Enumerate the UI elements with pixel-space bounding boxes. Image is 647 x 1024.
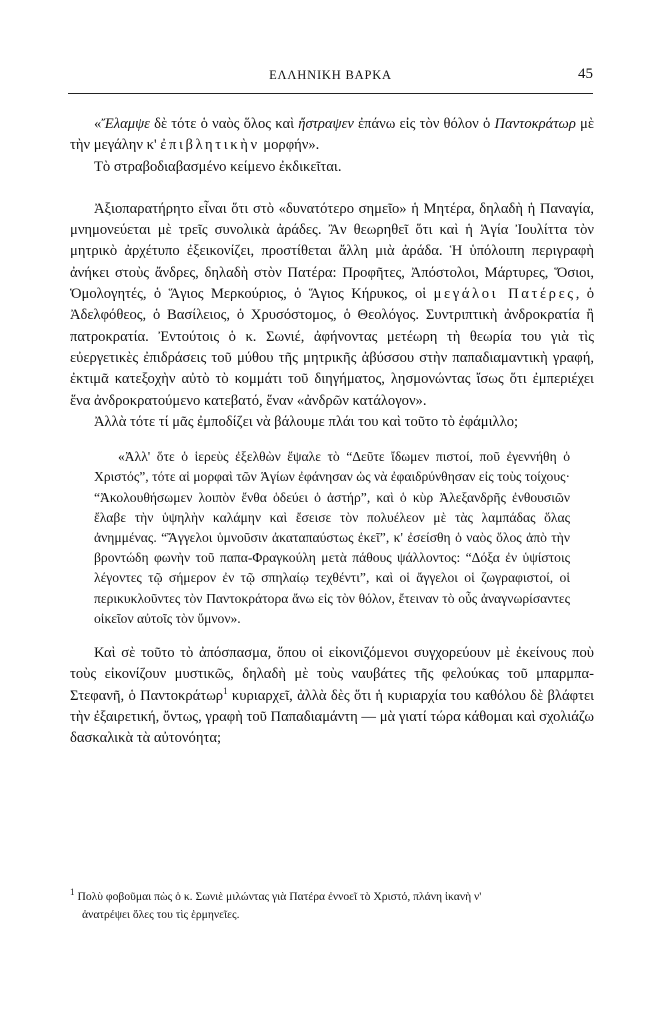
text-run: δὲ τότε ὁ ναὸς ὅλος καὶ <box>149 116 299 132</box>
text-run: κυριαρχεῖ, ἀλλὰ δὲς ὅτι ἡ κυριαρχία του καθόλου δὲ βλάφτει τὴν ἐξαιρετική, ὄντως, γραφὴ τοῦ Παπαδιαμάντη — μὰ γιατί τώρα κάθομαι καὶ σχολιάζω δασκαλικὰ τὰ αὐτονόητα; <box>70 687 594 747</box>
text-run: μορφήν». <box>259 137 320 154</box>
italic-run: ἤστραψεν <box>298 116 354 132</box>
spaced-run: ἐπιβλητικὴν <box>160 137 260 154</box>
text-run: , ὁ Ἀδελφόθεος, ὁ Βασίλειος, ὁ Χρυσόστομος, ὁ Θεολόγος. Συντριπτικὴ ἀνδροκρατία ἢ πατροκρατία. Ἐντούτοις ὁ κ. Σωνιέ, ἀφήνοντας μετέωρη τὴ θεωρία του γιὰ τὶς εὐεργετικὲς ἐπιδράσεις τοῦ μύθου τῆς μητρικῆς ἀβύσσου στὴν παπαδιαμαντικὴ γραφή, ἐκτιμᾶ κατεξοχὴν αὐτὸ τὸ κομμάτι τοῦ διηγήματος, λησμονώντας ἴσως ὅτι ἐμπεριέχει ἕνα ἀνδροκρατούμενο κατεβατό, ἕναν «ἀνδρῶν κατάλογον». <box>70 286 594 409</box>
footnote <box>70 888 594 923</box>
paragraph-4: Ἀλλὰ τότε τί μᾶς ἐμποδίζει νὰ βάλουμε πλάι του καὶ τοῦτο τὸ ἐφάμιλλο; <box>94 413 519 430</box>
paragraph-5 <box>70 643 594 749</box>
paragraph-2: Τὸ στραβοδιαβασμένο κείμενο ἐκδικεῖται. <box>94 158 342 175</box>
text-run: μὲ τὴν μεγάλην κ' <box>70 116 594 154</box>
text-run: Καὶ σὲ τοῦτο τὸ ἀπόσπασμα, ὅπου οἱ εἰκονιζόμενοι συγχορεύουν μὲ ἐκείνους ποὺ τοὺς εἰκονίζουν μυστικῶς, δηλαδὴ μὲ τοὺς ναυβάτες τῆς φελούκας τοῦ μπαρμπα-Στεφανῆ, ὁ Παντοκράτωρ <box>70 644 594 704</box>
paragraph-gap <box>70 629 594 643</box>
footnote-reference[interactable]: 1 <box>223 685 228 696</box>
footnote-mark: 1 <box>70 887 75 898</box>
footnote-line-1: Πολὺ φοβοῦμαι πὼς ὁ κ. Σωνιὲ μιλώντας γιὰ Πατέρα ἐννοεῖ τὸ Χριστό, πλάνη ἱκανὴ ν' <box>77 890 482 903</box>
running-title: ΕΛΛΗΝΙΚΗ ΒΑΡΚΑ <box>269 68 392 82</box>
header-rule <box>68 93 593 94</box>
paragraph-3 <box>70 199 594 412</box>
paragraph-gap <box>70 433 594 447</box>
text-run: ἐπάνω εἰς τὸν θόλον ὁ <box>353 116 495 132</box>
text-run: « <box>94 116 102 132</box>
spaced-run: μεγάλοι Πατέρες <box>433 286 576 303</box>
quote-paragraph-1 <box>70 114 594 157</box>
text-run: Ἀξιοπαρατήρητο εἶναι ὅτι στὸ «δυνατότερο σημεῖο» ἡ Μητέρα, δηλαδὴ ἡ Παναγία, μνημονεύεται μὲ τρεῖς συνολικὰ ἀράδες. Ἂν θεωρηθεῖ ὅτι καὶ ἡ Ἁγία Ἰουλίττα τὸν μητρικὸ ἀρχέτυπο ἐξεικονίζει, προστίθεται ἄλλη μιὰ ἀράδα. Ἡ ὑπόλοιπη περιγραφὴ ἀνήκει στοὺς ἄνδρες, δηλαδὴ στὸν Πατέρα: Προφῆτες, Ἀπόστολοι, Μάρτυρες, Ὅσιοι, Ὁμολογητές, ὁ Ἅγιος Μερκούριος, ὁ Ἅγιος Κήρυκος, οἱ <box>70 200 594 303</box>
italic-run: Ἔλαμψε <box>101 116 150 132</box>
block-quote: «Ἀλλ' ὅτε ὁ ἱερεὺς ἐξελθὼν ἔψαλε τὸ “Δεῦτε ἴδωμεν πιστοί, ποῦ ἐγεννήθη ὁ Χριστός”, τότε αἱ μορφαὶ τῶν Ἁγίων ἐφάνησαν ὡς νὰ ἐφαιδρύνθησαν εἰς τοὺς τοίχους· “Ἀκολουθήσωμεν λοιπὸν ἔνθα ὁδεύει ὁ ἀστήρ”, καὶ ὁ κὺρ Ἀλεξανδρῆς ἐνθουσιῶν ἔλαβε τὴν ὑψηλὴν καλάμην καὶ ἔσεισε τὸν πολυέλεον μὲ τὰς λαμπάδας ὅλας ἀνημμένας. “Ἄγγελοι ὑμνοῦσιν ἀκαταπαύστως ἐκεῖ”, κ' ἐσείσθη ὁ ναὸς ὅλος ἀπὸ τὴν βροντώδη φωνὴν τοῦ παπα-Φραγκούλη μετὰ πάθους ψάλλοντος: “Δόξα ἐν ὑψίστοις λέγοντες τῷ σήμερον ἐν τῷ σπηλαίῳ τεχθέντι”, καὶ οἱ ἄγγελοι οἱ ζωγραφιστοί, οἱ περικυκλοῦντες τὸν Παντοκράτορα ἄνω εἰς τὸν θόλον, ἔτειναν τὸ οὖς ἀναγνωρίσαντες οἰκεῖον αὐτοῖς τὸν ὕμνον». <box>94 449 570 626</box>
body-text <box>70 114 594 749</box>
page-header <box>68 66 593 94</box>
paragraph-gap <box>70 178 594 199</box>
page-number: 45 <box>578 66 593 82</box>
footnote-line-2: ἀνατρέψει ὅλες του τὶς ἑρμηνεῖες. <box>82 907 240 921</box>
italic-run: Παντοκράτωρ <box>494 116 576 132</box>
